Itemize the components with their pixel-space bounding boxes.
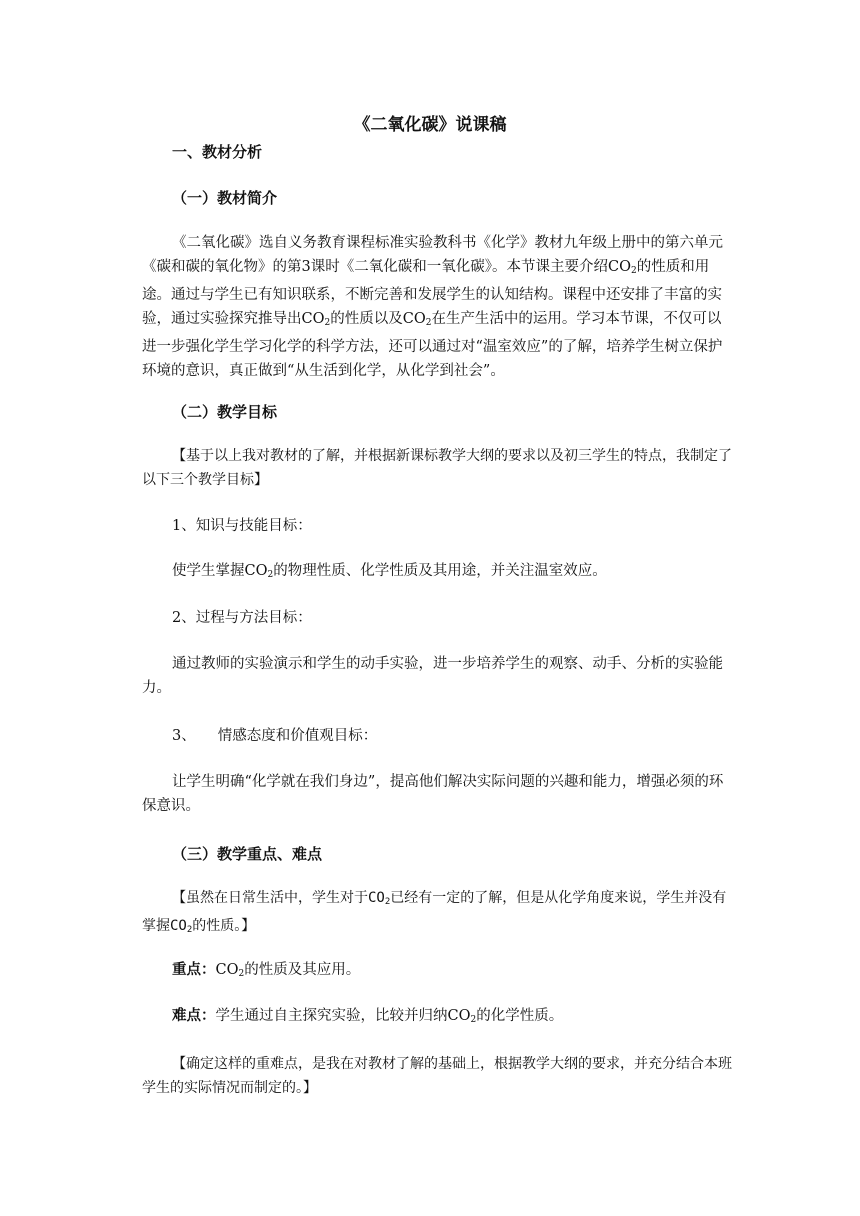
subsection-heading: （二）教学目标 — [172, 403, 278, 421]
goal-3-text: 让学生明确“化学就在我们身边”，提高他们解决实际问题的兴趣和能力，增强必须的环保意识。 — [142, 774, 724, 814]
key-note: 【虽然在日常生活中，学生对于$CO_2$已经有一定的了解，但是从化学角度来说，学生并没有掌握$CO_2$的性质。】 — [142, 890, 727, 935]
subsection-heading: （三）教学重点、难点 — [172, 845, 323, 863]
difficult-point: 难点：学生通过自主探究实验，比较并归纳$CO_2$的化学性质。 — [172, 1008, 564, 1025]
goal-1-title: 1、知识与技能目标： — [172, 518, 312, 534]
goal-1-text: 使学生掌握$CO_2$的物理性质、化学性质及其用途，并关注温室效应。 — [172, 563, 607, 580]
goal-3-title: 3、 情感态度和价值观目标： — [172, 728, 378, 744]
intro-paragraph: 《二氧化碳》选自义务教育课程标准实验教科书《化学》教材九年级上册中的第六单元《碳和碳的氧化物》的第3课时《二氧化碳和一氧化碳》。本节课主要介绍$CO_2$的性质和用途。通过与学生已有知识联系，不断完善和发展学生的认知结构。课程中还安排了丰富的实验，通过实验探究推导出$CO_2$的性质以及$CO_2$在生产生活中的运用。学习本节课，不仅可以进一步强化学生学习化学的科学方法，还可以通过对“温室效应”的了解，培养学生树立保护环境的意识，真正做到“从生活到化学，从化学到社会”。 — [142, 235, 723, 379]
subsection-heading: （一）教材简介 — [172, 189, 278, 207]
final-note: 【确定这样的重难点，是我在对教材了解的基础上，根据教学大纲的要求，并充分结合本班学生的实际情况而制定的。】 — [142, 1056, 732, 1096]
goal-note: 【基于以上我对教材的了解，并根据新课标教学大纲的要求以及初三学生的特点，我制定了以下三个教学目标】 — [142, 448, 732, 488]
key-point: 重点：$CO_2$的性质及其应用。 — [172, 962, 361, 979]
goal-2-text: 通过教师的实验演示和学生的动手实验，进一步培养学生的观察、动手、分析的实验能力。 — [142, 656, 723, 696]
section-heading: 一、教材分析 — [172, 143, 263, 161]
page-title: 《二氧化碳》说课稿 — [353, 115, 507, 135]
goal-2-title: 2、过程与方法目标： — [172, 610, 312, 626]
